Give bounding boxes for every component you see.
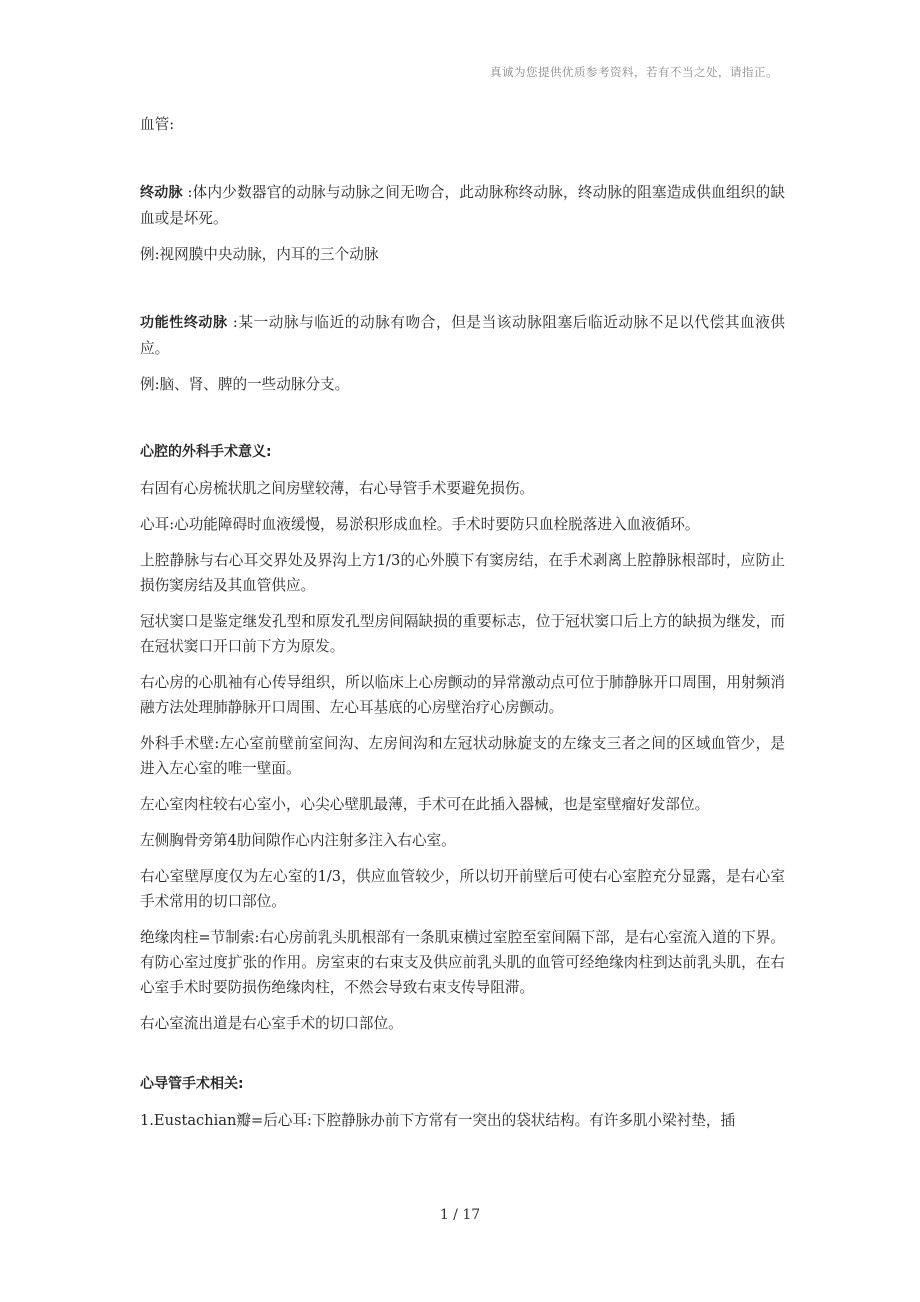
functional-end-artery-example: 例:脑、肾、脾的一些动脉分支。: [140, 376, 350, 393]
catheter-item-1: 1.Eustachian瓣=后心耳:下腔静脉办前下方常有一突出的袋状结构。有许多肌小梁衬垫，插: [140, 1112, 736, 1129]
end-artery-text: :体内少数器官的动脉与动脉之间无吻合，此动脉称终动脉，终动脉的阻塞造成供血组织的缺血或是坏死。: [140, 184, 786, 227]
header-note: 真诚为您提供优质参考资料，若有不当之处，请指正。: [490, 65, 778, 79]
spacer: [140, 148, 785, 180]
spacer: [140, 278, 785, 310]
cardiac-paragraph: 上腔静脉与右心耳交界处及界沟上方1/3的心外膜下有窦房结，在手术剥离上腔静脉根部时，应防止损伤窦房结及其血管供应。: [140, 552, 785, 594]
section-title-vessels: 血管:: [140, 116, 175, 133]
functional-end-artery-text: :某一动脉与临近的动脉有吻合，但是当该动脉阻塞后临近动脉不足以代偿其血液供应。: [140, 314, 786, 357]
functional-end-artery-term: 功能性终动脉: [140, 315, 228, 331]
section-title-catheter: 心导管手术相关:: [140, 1076, 244, 1092]
cardiac-paragraph: 冠状窦口是鉴定继发孔型和原发孔型房间隔缺损的重要标志，位于冠状窦口后上方的缺损为继发，而在冠状窦口开口前下方为原发。: [140, 613, 785, 655]
end-artery-example: 例:视网膜中央动脉，内耳的三个动脉: [140, 246, 379, 263]
functional-end-artery-definition: [140, 310, 785, 361]
spacer: [140, 1047, 785, 1072]
cardiac-paragraph: 心耳:心功能障碍时血液缓慢，易淤积形成血栓。手术时要防只血栓脱落进入血液循环。: [140, 516, 700, 533]
cardiac-paragraph: 左心室肉柱较右心室小，心尖心壁肌最薄，手术可在此插入器械，也是室壁瘤好发部位。: [140, 796, 710, 813]
cardiac-paragraph: 右固有心房梳状肌之间房壁较薄，右心导管手术要避免损伤。: [140, 480, 535, 497]
cardiac-paragraph: 右心室流出道是右心室手术的切口部位。: [140, 1015, 403, 1032]
cardiac-paragraph: 右心室壁厚度仅为左心室的1/3，供应血管较少，所以切开前壁后可使右心室腔充分显露，是右心室手术常用的切口部位。: [140, 868, 785, 910]
section-title-cardiac-surgery: 心腔的外科手术意义:: [140, 444, 272, 460]
end-artery-term: 终动脉: [140, 185, 183, 201]
cardiac-paragraph: 右心房的心肌袖有心传导组织，所以临床上心房颤动的异常激动点可位于肺静脉开口周围，用射频消融方法处理肺静脉开口周围、左心耳基底的心房壁治疗心房颤动。: [140, 674, 785, 716]
document-body: [140, 112, 785, 1144]
page-number: 1 / 17: [439, 1207, 481, 1223]
spacer: [140, 408, 785, 440]
cardiac-paragraph: 外科手术壁:左心室前壁前室间沟、左房间沟和左冠状动脉旋支的左缘支三者之间的区域血管少，是进入左心室的唯一壁面。: [140, 735, 785, 777]
cardiac-paragraph: 左侧胸骨旁第4肋间隙作心内注射多注入右心室。: [140, 832, 456, 849]
cardiac-paragraph: 绝缘肉柱=节制索:右心房前乳头肌根部有一条肌束横过室腔至室间隔下部，是右心室流入道的下界。有防心室过度扩张的作用。房室束的右束支及供应前乳头肌的血管可经绝缘肉柱到达前乳头肌，在右心室手术时要防损伤绝缘肉柱，不然会导致右束支传导阻滞。: [140, 929, 785, 996]
end-artery-definition: [140, 180, 785, 231]
